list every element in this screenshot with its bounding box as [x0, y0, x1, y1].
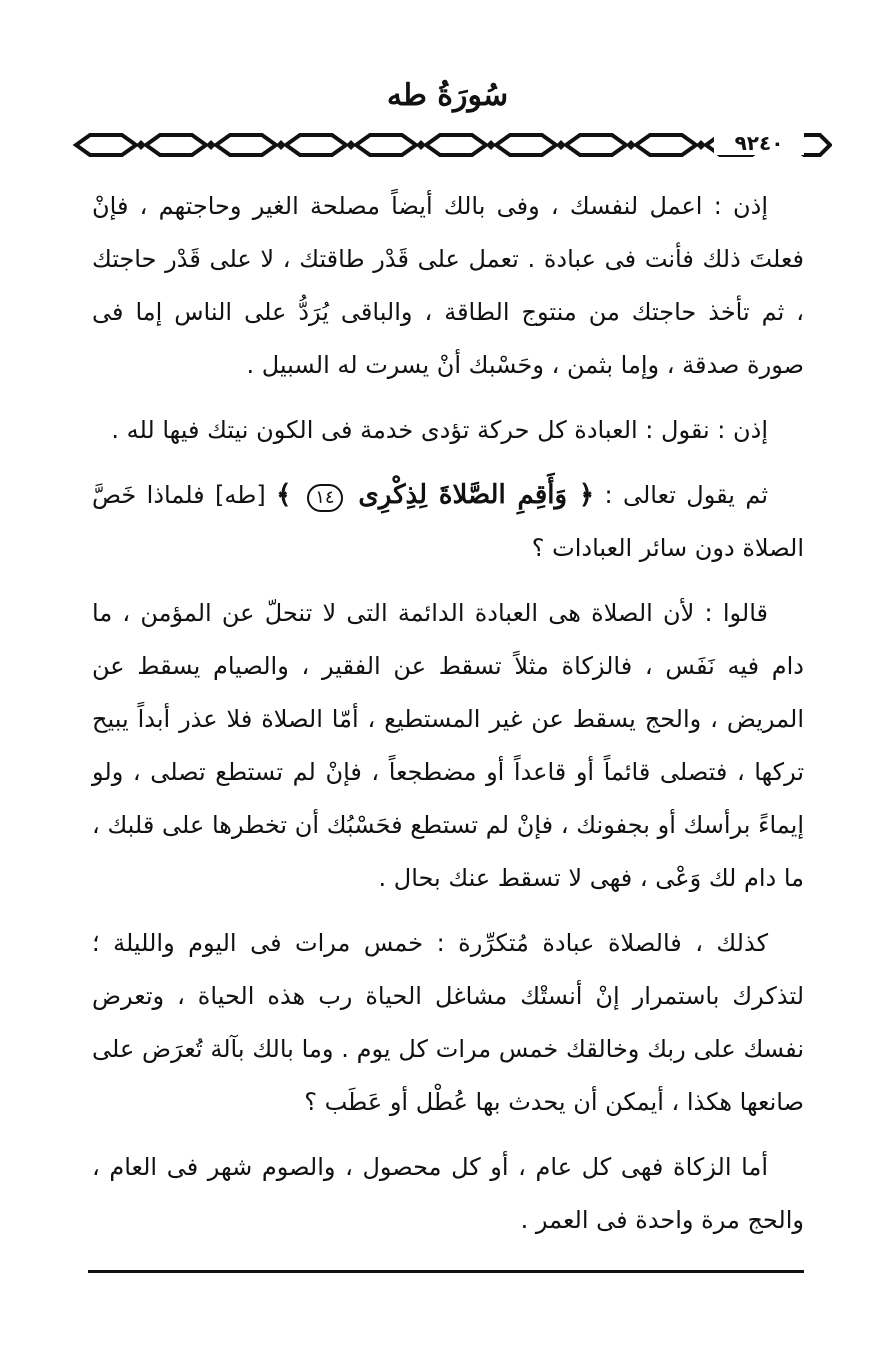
paragraph-text: كذلك ، فالصلاة عبادة مُتكرِّرة : خمس مرات فى اليوم والليلة ؛ لتذكرك باستمرار إنْ أنستْك مشاغل الحياة رب هذه الحياة ، وتعرض نفسك على ربك وخالقك خمس مرات كل يوم . وما بالك بآلة تُعرَض على صانعها هكذا ، أيمكن أن يحدث بها عُطْل أو عَطَب ؟: [92, 929, 804, 1116]
paragraph: [92, 587, 804, 905]
paragraph: [92, 404, 804, 457]
paragraph-text: أما الزكاة فهى كل عام ، أو كل محصول ، والصوم شهر فى العام ، والحج مرة واحدة فى العمر .: [92, 1153, 804, 1234]
ayah-number-marker: ١٤: [307, 484, 342, 512]
paragraph: [92, 917, 804, 1129]
page-number: ٩٢٤٠: [714, 131, 804, 155]
verse-question: فلماذا خَصَّ الصلاة دون سائر العبادات ؟: [92, 481, 804, 562]
verse-intro: ثم يقول تعالى :: [594, 481, 769, 509]
verse-paragraph: [92, 469, 804, 575]
paragraph: [92, 180, 804, 392]
quran-verse: ﴿ وَأَقِمِ الصَّلاةَ لِذِكْرِى: [346, 480, 595, 510]
surah-title: سُورَةُ طه: [386, 78, 509, 113]
main-text: [92, 180, 804, 1259]
paragraph-text: إذن : نقول : العبادة كل حركة تؤدى خدمة فى الكون نيتك فيها لله .: [111, 416, 768, 444]
footer-rule: [88, 1270, 804, 1273]
paragraph: [92, 1141, 804, 1247]
paragraph-text: قالوا : لأن الصلاة هى العبادة الدائمة التى لا تنحلّ عن المؤمن ، ما دام فيه نَفَس ، فالزكاة مثلاً تسقط عن الفقير ، والصيام يسقط عن المريض ، والحج يسقط عن غير المستطيع ، أمّا الصلاة فلا عذر أبداً يبيح تركها ، فتصلى قائماً أو قاعداً أو مضطجعاً ، فإنْ لم تستطع تصلى ، ولو إيماءً برأسك أو بجفونك ، فإنْ لم تستطع فحَسْبُك أن تخطرها على قلبك ، ما دام لك وَعْى ، فهى لا تسقط عنك بحال .: [92, 599, 804, 892]
verse-close-bracket: ﴾: [276, 480, 304, 510]
surah-reference: [طه]: [204, 481, 277, 509]
paragraph-text: إذن : اعمل لنفسك ، وفى بالك أيضاً مصلحة الغير وحاجتهم ، فإنْ فعلتَ ذلك فأنت فى عبادة . تعمل على قَدْر طاقتك ، لا على قَدْر حاجتك ، ثم تأخذ حاجتك من منتوج الطاقة ، والباقى يُرَدُّ على الناس إما فى صورة صدقة ، وإما بثمن ، وحَسْبك أنْ يسرت له السبيل .: [92, 192, 804, 379]
